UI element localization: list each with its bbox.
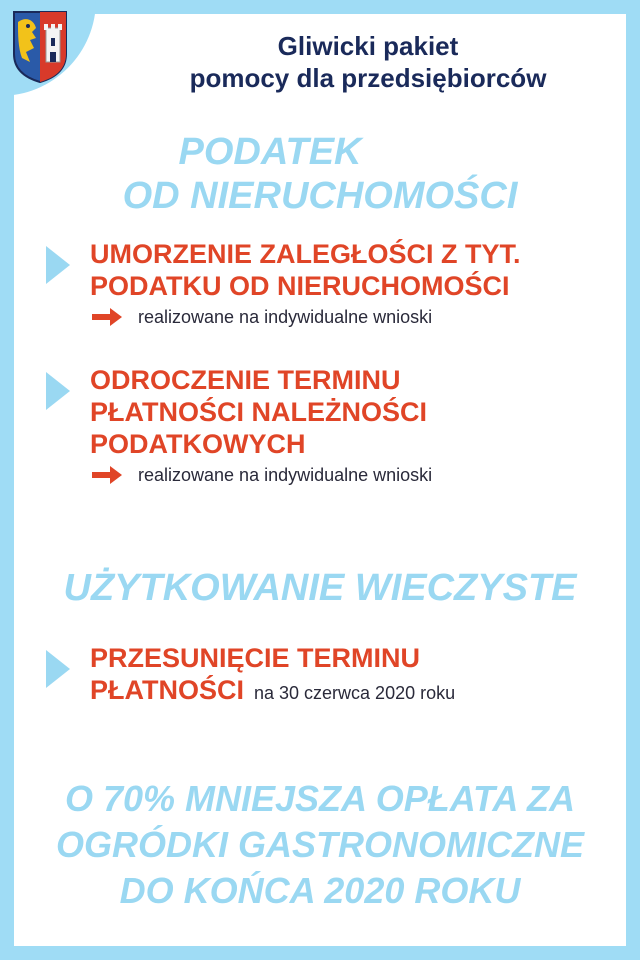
bottom-headline	[0, 776, 640, 914]
item-note: realizowane na indywidualne wnioski	[138, 465, 433, 485]
bottom-line-2: OGRÓDKI GASTRONOMICZNE	[56, 824, 584, 865]
item-note-row	[90, 306, 630, 328]
item-title-line: PRZESUNIĘCIE TERMINU	[90, 643, 421, 673]
item-title	[90, 642, 630, 709]
item-inline-note: na 30 czerwca 2020 roku	[254, 683, 456, 703]
header-line-1: Gliwicki pakiet	[277, 31, 459, 61]
item-title-line: UMORZENIE ZALEGŁOŚCI Z TYT.	[90, 239, 521, 269]
triangle-bullet-icon	[46, 246, 70, 284]
header-line-2: pomocy dla przedsiębiorców	[189, 63, 547, 93]
triangle-bullet-icon	[46, 372, 70, 410]
item-title-line-text: PŁATNOŚCI	[90, 675, 244, 705]
triangle-bullet-icon	[46, 650, 70, 688]
section1-title-line-1: PODATEK	[178, 131, 362, 173]
item-note-row	[90, 464, 630, 486]
list-item	[46, 364, 630, 486]
bottom-line-3: DO KOŃCA 2020 ROKU	[119, 870, 521, 911]
item-title-line: PODATKU OD NIERUCHOMOŚCI	[90, 271, 510, 301]
section1-title-line-2: OD NIERUCHOMOŚCI	[122, 175, 518, 217]
city-coat-of-arms-icon	[10, 8, 70, 84]
item-title-line: PŁATNOŚCI NALEŻNOŚCI	[90, 397, 427, 427]
page-header	[96, 30, 640, 94]
item-note: realizowane na indywidualne wnioski	[138, 307, 433, 327]
section2-title: UŻYTKOWANIE WIECZYSTE	[63, 567, 577, 609]
arrow-right-icon	[90, 306, 124, 328]
list-item	[46, 238, 630, 328]
item-title-line: ODROCZENIE TERMINU	[90, 365, 401, 395]
item-title	[90, 238, 630, 302]
item-title-line: PODATKOWYCH	[90, 429, 306, 459]
item-title-line	[90, 674, 630, 709]
item-title	[90, 364, 630, 460]
list-item	[46, 642, 630, 709]
arrow-right-icon	[90, 464, 124, 486]
bottom-line-1: O 70% MNIEJSZA OPŁATA ZA	[64, 778, 576, 819]
